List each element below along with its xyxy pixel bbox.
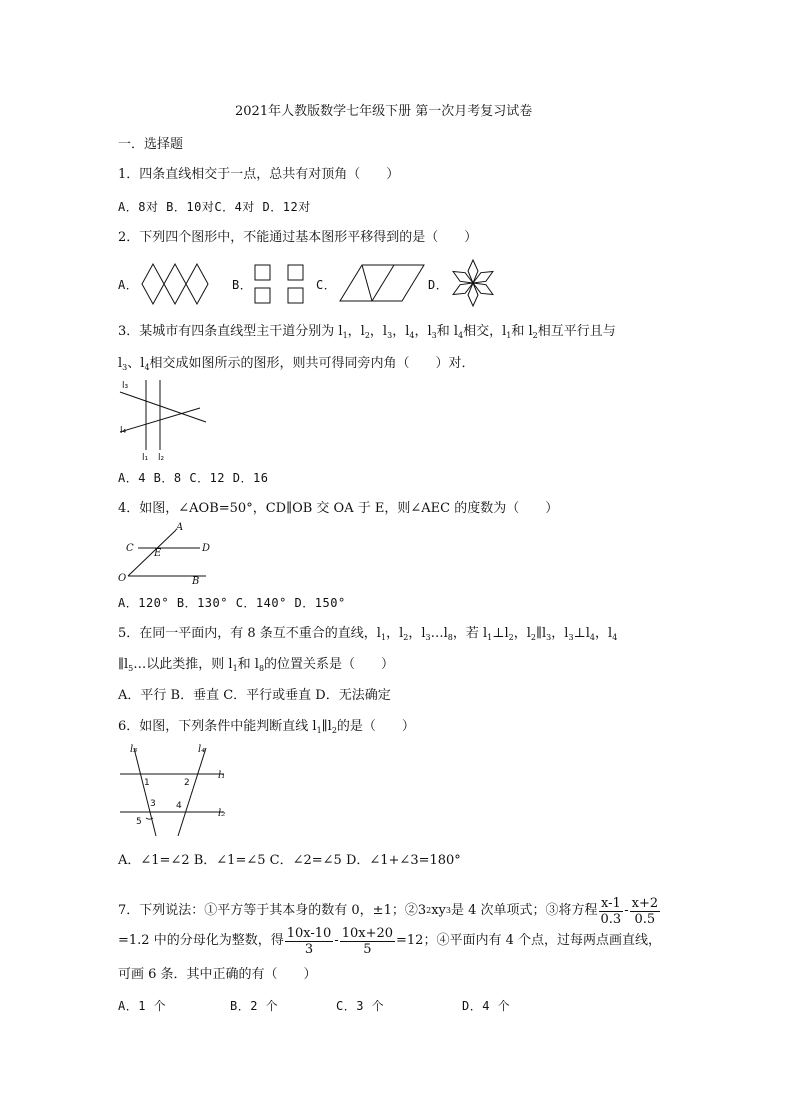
q7-option-b: B．2 个 — [230, 999, 279, 1013]
q6-angle-2: 2 — [184, 778, 190, 788]
question-6-stem: 6．如图，下列条件中能判断直线 $l_1\parallel l_2$的是（ ） — [118, 719, 415, 735]
q2-option-d-label: D． — [428, 278, 449, 292]
q6-angle-1: 1 — [144, 778, 150, 788]
q2-figure-a-diamonds — [142, 262, 212, 306]
q3-label-l3: l₃ — [122, 381, 129, 391]
q7-option-d: D．4 个 — [462, 999, 511, 1013]
question-5-line-1: 5．在同一平面内，有 8 条互不重合的直线，$l_1$，$l_2$，$l_3\dots l_8$，若 $l_1\perp l_2$，$l_2\parallel l_3$，$l_3\perp l_4$，$l_4$ — [118, 626, 618, 642]
q7-option-c: C．3 个 — [336, 999, 385, 1013]
q2-option-b-label: B． — [232, 278, 253, 292]
question-3-line-2: $l_3$、$l_4$相交成如图所示的图形，则共可得同旁内角（ ）对． — [118, 356, 475, 372]
q6-label-l4: l₄ — [198, 744, 206, 755]
q7-option-a: A．1 个 — [118, 999, 167, 1013]
q3-label-l2: l₂ — [158, 453, 165, 463]
q6-figure-lines — [118, 740, 233, 844]
q7-fraction-4: $\frac{10x+20}{5}$ — [341, 925, 394, 957]
question-5-options: A．平行 B．垂直 C．平行或垂直 D．无法确定 — [118, 688, 391, 703]
section-heading: 一．选择题 — [118, 137, 184, 152]
q6-angle-4: 4 — [176, 801, 182, 811]
question-3-options: A．4 B．8 C．12 D．16 — [118, 471, 269, 485]
question-6-options: A．∠1=∠2 B．∠1=∠5 C．∠2=∠5 D．∠1+∠3=180° — [118, 853, 461, 868]
question-3-line-1: 3．某城市有四条直线型主干道分别为 $l_1$，$l_2$，$l_3$，$l_4$，$l_3$和 $l_4$相交，$l_1$和 $l_2$相互平行且与 — [118, 324, 616, 340]
q7-fraction-1: $\frac{x-1}{0.3}$ — [600, 895, 622, 927]
question-7-line-1: 7．下列说法：①平方等于其本身的数有 0，±1；②3 2 xy 3 是 4 次单项式；③将方程 $\frac{x-1}{0.3}$ - $\frac{x+2}{0.5}$ — [118, 895, 659, 927]
q3-label-l4: l₄ — [120, 426, 127, 436]
page-title: 2021年人教版数学七年级下册 第一次月考复习试卷 — [235, 104, 533, 119]
question-4-options: A．120° B．130° C．140° D．150° — [118, 596, 346, 610]
q7-fraction-2: $\frac{x+2}{0.5}$ — [631, 895, 659, 927]
q3-figure-intersecting-lines — [118, 378, 213, 463]
q3-label-l1: l₁ — [142, 453, 149, 463]
question-7-line-2: =1.2 中的分母化为整数，得 $\frac{10x-10}{3}$ - $\frac{10x+20}{5}$ =12；④平面内有 4 个点，过每两点画直线， — [118, 925, 661, 957]
q4-label-e: E — [154, 548, 162, 559]
q4-label-c: C — [126, 543, 134, 554]
question-1-stem: 1．四条直线相交于一点，总共有对顶角（ ） — [118, 167, 400, 182]
q6-label-l1: l₁ — [218, 770, 226, 781]
q4-label-d: D — [202, 543, 211, 554]
q2-figure-b-squares — [254, 264, 306, 306]
q6-angle-5: 5 — [136, 817, 142, 827]
q6-label-l2: l₂ — [218, 808, 226, 819]
question-7-line-3: 可画 6 条．其中正确的有（ ） — [118, 967, 317, 982]
q2-figure-c-parallelogram — [338, 263, 428, 303]
q4-label-b: B — [192, 576, 200, 587]
question-1-options: A．8对 B．10对C．4对 D．12对 — [118, 200, 311, 214]
q2-figure-d-star — [448, 258, 498, 308]
q2-option-c-label: C． — [316, 278, 337, 292]
q4-label-o: O — [118, 573, 127, 584]
question-5-line-2: $\parallel l_5\dots$以此类推，则 $l_1$和 $l_8$的位置关系是（ ） — [118, 657, 395, 673]
question-2-stem: 2．下列四个图形中，不能通过基本图形平移得到的是（ ） — [118, 230, 478, 245]
question-4-stem: 4．如图，∠AOB=50°，CD∥OB 交 OA 于 E，则∠AEC 的度数为（ ） — [118, 501, 559, 516]
q6-label-l3: l₃ — [130, 744, 138, 755]
q7-fraction-3: $\frac{10x-10}{3}$ — [286, 925, 332, 957]
q4-label-a: A — [176, 522, 184, 533]
q6-angle-3: 3 — [150, 799, 156, 809]
q4-figure-angle — [118, 520, 218, 586]
q2-option-a-label: A． — [118, 278, 139, 292]
